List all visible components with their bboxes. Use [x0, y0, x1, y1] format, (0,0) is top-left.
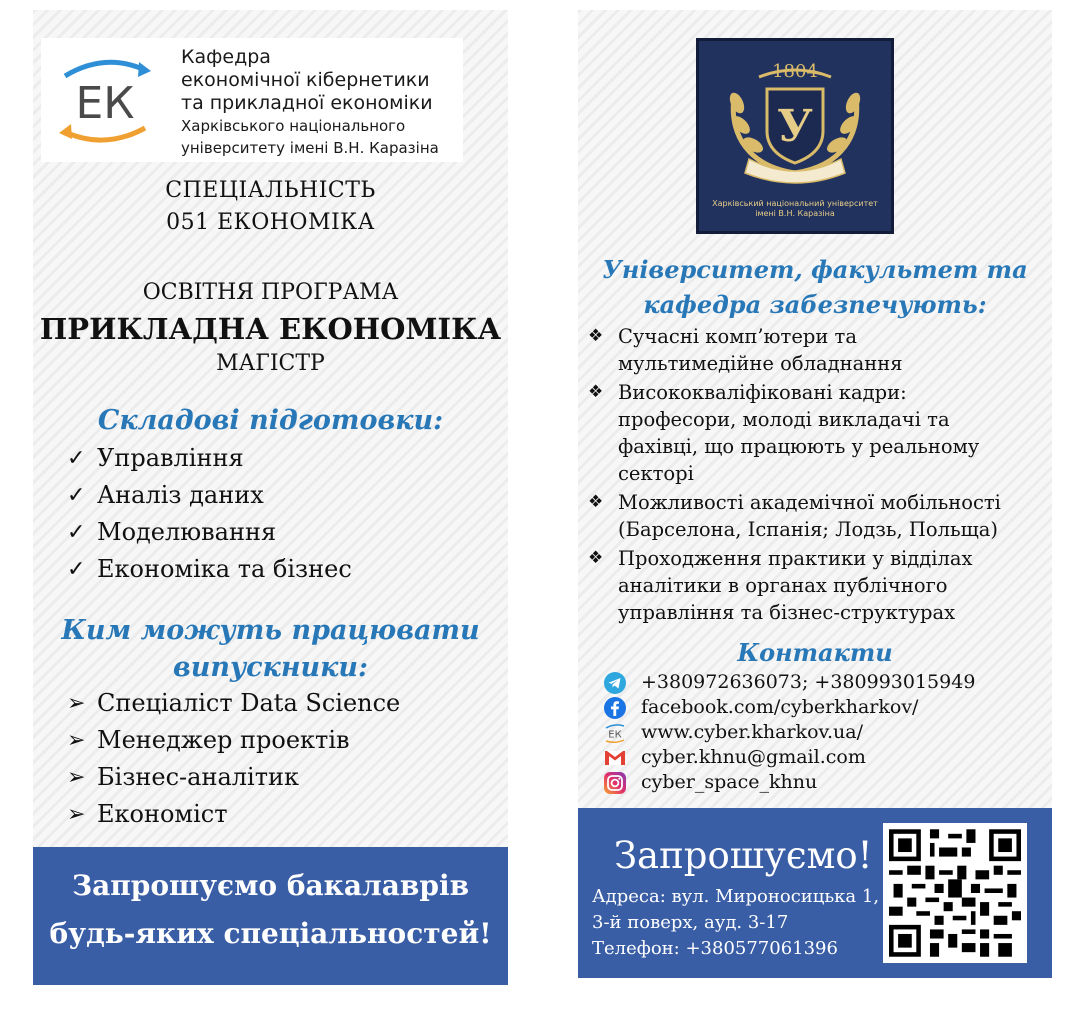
program-label: ОСВІТНЯ ПРОГРАМА: [142, 280, 399, 305]
list-item: ➢ Менеджер проектів: [67, 722, 400, 759]
department-logo: [41, 38, 463, 162]
specialty-label: СПЕЦІАЛЬНІСТЬ: [165, 178, 376, 203]
program-degree: МАГІСТР: [216, 351, 325, 376]
training-list: [67, 440, 352, 588]
diamond-bullet-icon: ❖: [588, 492, 604, 512]
ek-logo-icon: [603, 721, 627, 745]
jobs-heading: Ким можуть працювати: [61, 615, 480, 646]
diamond-bullet-icon: ❖: [588, 548, 604, 568]
list-item: ✓ Моделювання: [67, 514, 352, 551]
list-item: ❖ Можливості академічної мобільності (Барселона, Іспанія; Лодзь, Польща): [588, 491, 1001, 541]
facebook-icon: [603, 696, 627, 720]
banner-line: Запрошуємо бакалаврів: [71, 869, 470, 902]
contacts-list: [603, 670, 975, 795]
address-line: Адреса: вул. Мироносицька 1,: [592, 886, 880, 907]
right-panel: [578, 10, 1052, 978]
jobs-list: [67, 685, 400, 833]
provides-heading: Університет, факультет та: [602, 255, 1028, 284]
svg-text:ЕК: ЕК: [608, 729, 622, 741]
arrow-bullet-icon: ➢: [67, 691, 86, 716]
instagram-icon: [603, 771, 627, 795]
logo-line: економічної кібернетики: [181, 69, 430, 91]
telegram-icon: [603, 671, 627, 695]
phone-line: Телефон: +380577061396: [592, 938, 838, 959]
crest-icon: [699, 41, 891, 191]
list-item: ✓ Економіка та бізнес: [67, 551, 352, 588]
list-item: ✓ Управління: [67, 440, 352, 477]
list-item: ✓ Аналіз даних: [67, 477, 352, 514]
seal-letter: У: [777, 101, 813, 152]
jobs-heading: випускники:: [172, 652, 369, 683]
check-icon: ✓: [67, 520, 86, 545]
logo-line: Харківського національного: [181, 117, 406, 135]
arrow-bullet-icon: ➢: [67, 728, 86, 753]
university-seal: [696, 38, 894, 234]
list-item: ➢ Економіст: [67, 796, 400, 833]
contact-email[interactable]: cyber.khnu@gmail.com: [603, 745, 975, 770]
invite-banner: [578, 808, 1052, 978]
ek-logo-icon: [55, 50, 155, 150]
arrow-bullet-icon: ➢: [67, 765, 86, 790]
logo-abbr: ЕК: [75, 78, 135, 129]
seal-caption: Харківський національний університет імені В.Н. Каразіна: [712, 199, 878, 218]
list-item: ❖ Висококваліфіковані кадри: професори, молоді викладачі та фахівці, що працюють у реальному секторі: [588, 381, 980, 485]
diamond-bullet-icon: ❖: [588, 326, 604, 346]
list-item: ❖ Сучасні комп’ютери та мультимедійне обладнання: [588, 325, 903, 375]
specialty-code: 051 ЕКОНОМІКА: [166, 210, 375, 235]
check-icon: ✓: [67, 483, 86, 508]
banner-line: будь-яких спеціальностей!: [49, 917, 492, 950]
contacts-heading: Контакти: [737, 638, 893, 667]
diamond-bullet-icon: ❖: [588, 382, 604, 402]
logo-text: [181, 46, 439, 159]
list-item: ➢ Бізнес-аналітик: [67, 759, 400, 796]
logo-line: університету імені В.Н. Каразіна: [181, 139, 439, 157]
invite-banner: [33, 847, 508, 985]
logo-line: та прикладної економіки: [181, 92, 433, 114]
check-icon: ✓: [67, 557, 86, 582]
program-title: ПРИКЛАДНА ЕКОНОМІКА: [39, 312, 502, 346]
training-heading: Складові підготовки:: [97, 405, 444, 436]
check-icon: ✓: [67, 446, 86, 471]
list-item: ❖ Проходження практики у відділах аналітики в органах публічного управління та бізнес-структурах: [588, 547, 973, 624]
list-item: ➢ Спеціаліст Data Science: [67, 685, 400, 722]
gmail-icon: [603, 746, 627, 770]
provides-heading: кафедра забезпечують:: [643, 290, 987, 319]
contact-website[interactable]: ЕК www.cyber.kharkov.ua/: [603, 720, 975, 745]
contact-phones: +380972636073; +380993015949: [603, 670, 975, 695]
seal-year: 1804: [772, 61, 818, 82]
provides-list: [588, 323, 1043, 628]
arrow-bullet-icon: ➢: [67, 802, 86, 827]
contact-instagram[interactable]: cyber_space_khnu: [603, 770, 975, 795]
qr-code[interactable]: [883, 823, 1027, 963]
contact-facebook[interactable]: facebook.com/cyberkharkov/: [603, 695, 975, 720]
address-line: 3-й поверх, ауд. 3-17: [592, 912, 789, 933]
left-panel: [33, 10, 508, 985]
logo-line: Кафедра: [181, 46, 271, 68]
invite-title: Запрошуємо!: [614, 834, 873, 877]
qr-code-icon: [889, 829, 1021, 957]
